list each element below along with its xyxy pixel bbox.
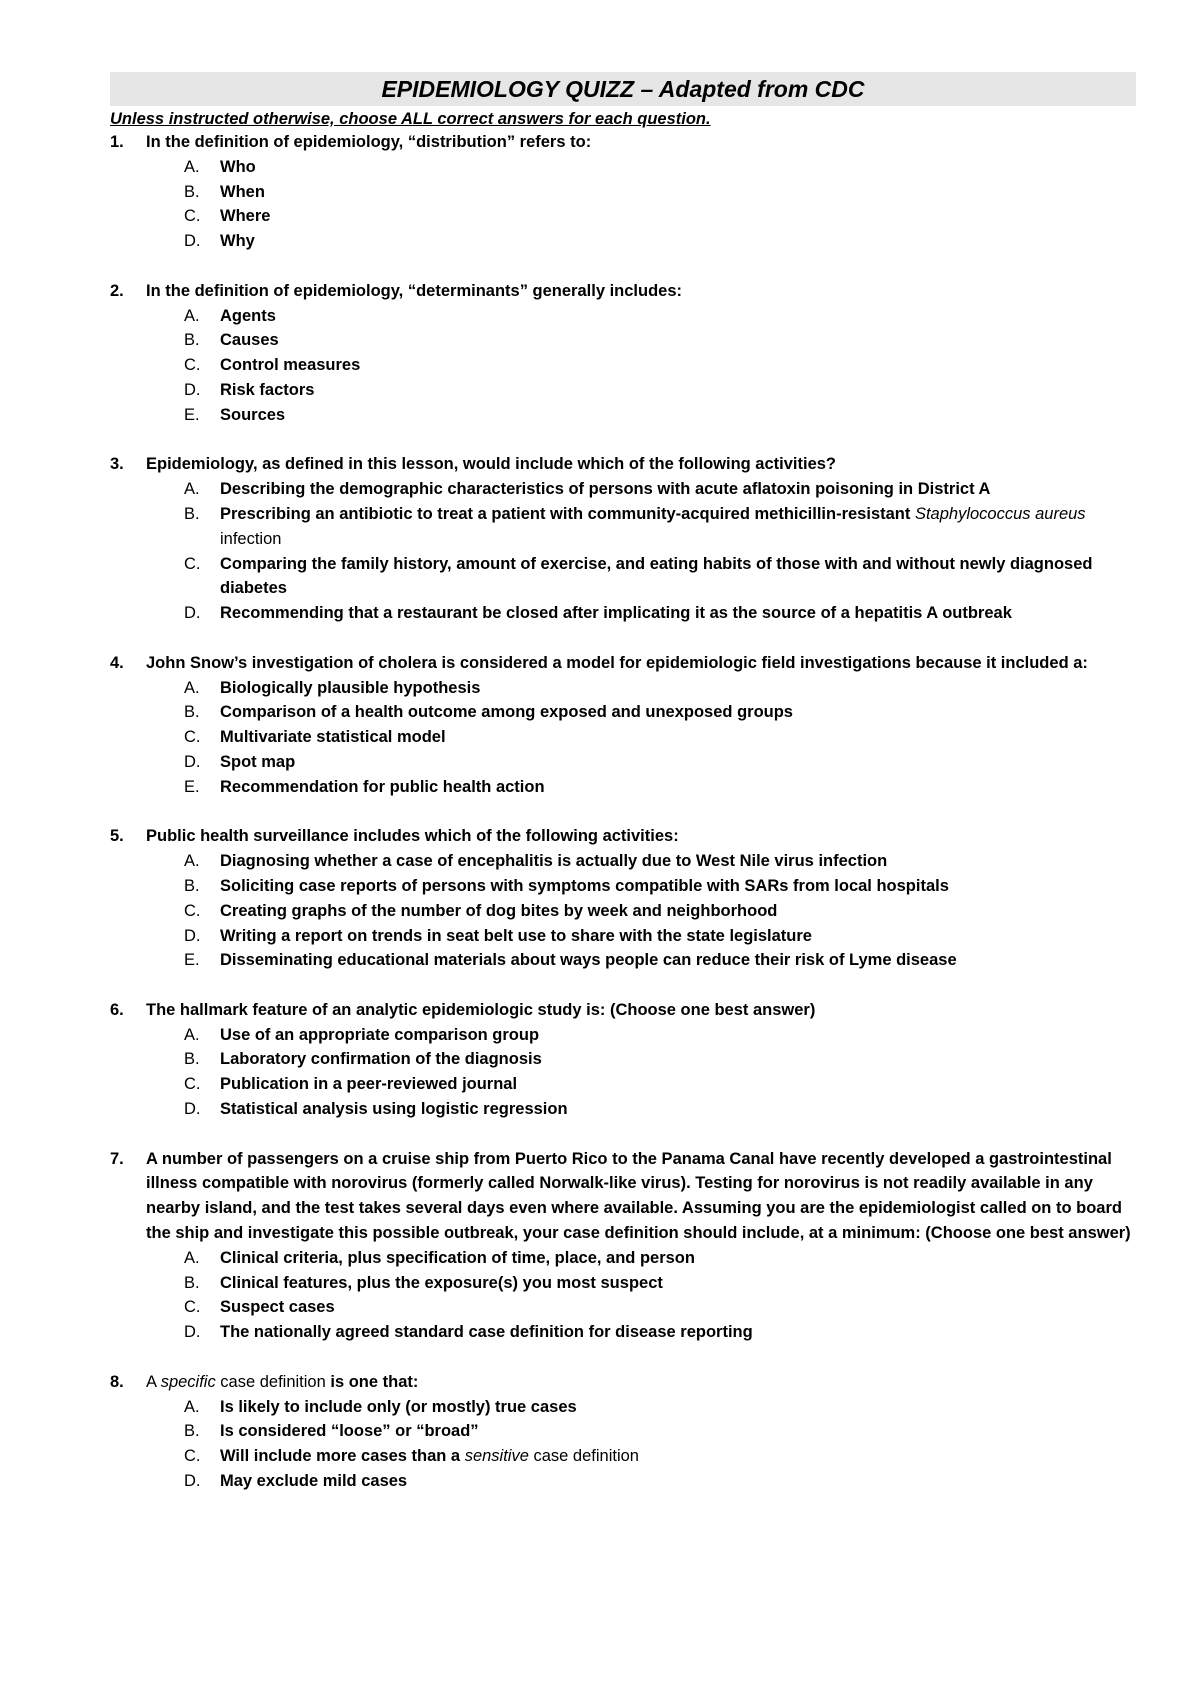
option-letter: A. <box>184 1248 200 1267</box>
option-text: Agents <box>220 306 276 325</box>
question-6 <box>110 998 1136 1023</box>
option-letter: B. <box>184 1422 200 1441</box>
option-text-part: Will include more cases than a <box>220 1447 465 1466</box>
option-letter: C. <box>184 207 201 226</box>
option-7a <box>110 1246 1136 1271</box>
question-8 <box>110 1370 1136 1395</box>
option-letter: C. <box>184 1447 201 1466</box>
question-text-part: A <box>146 1372 161 1391</box>
question-number: 7. <box>110 1149 124 1168</box>
question-text-part: case definition <box>215 1372 326 1391</box>
option-letter: E. <box>184 405 200 424</box>
question-text: In the definition of epidemiology, “determinants” generally includes: <box>146 281 683 300</box>
option-letter: B. <box>184 331 200 350</box>
option-1c <box>110 204 1136 229</box>
option-text: Who <box>220 157 256 176</box>
question-number: 5. <box>110 827 124 846</box>
option-text: Causes <box>220 331 279 350</box>
option-text: Spot map <box>220 752 296 771</box>
spacer <box>110 973 1136 998</box>
option-7c <box>110 1295 1136 1320</box>
option-text: Describing the demographic characteristics of persons with acute aflatoxin poisoning in District A <box>220 480 991 499</box>
spacer <box>110 1122 1136 1147</box>
option-letter: B. <box>184 504 200 523</box>
option-2a <box>110 304 1136 329</box>
quiz-page <box>110 72 1136 1494</box>
option-5e <box>110 948 1136 973</box>
options-list-1 <box>110 155 1136 254</box>
option-letter: C. <box>184 1298 201 1317</box>
option-text: Recommending that a restaurant be closed after implicating it as the source of a hepatitis A outbreak <box>220 604 1012 623</box>
question-text-part: is one that: <box>325 1372 419 1391</box>
question-number: 4. <box>110 653 124 672</box>
spacer <box>110 626 1136 651</box>
option-4c <box>110 725 1136 750</box>
option-text: Multivariate statistical model <box>220 728 446 747</box>
option-text: Sources <box>220 405 286 424</box>
option-text: Biologically plausible hypothesis <box>220 678 481 697</box>
option-text: Publication in a peer-reviewed journal <box>220 1075 518 1094</box>
option-letter: C. <box>184 901 201 920</box>
option-2b <box>110 328 1136 353</box>
option-text-part: Prescribing an antibiotic to treat a patient with community-acquired methicillin-resistant <box>220 504 915 523</box>
option-5b <box>110 874 1136 899</box>
emphasis-term: sensitive <box>464 1447 529 1466</box>
instructions: Unless instructed otherwise, choose ALL correct answers for each question. <box>110 110 711 128</box>
option-letter: B. <box>184 703 200 722</box>
question-2 <box>110 279 1136 304</box>
option-letter: D. <box>184 1100 201 1119</box>
question-7 <box>110 1147 1136 1246</box>
option-text: Creating graphs of the number of dog bites by week and neighborhood <box>220 901 778 920</box>
option-text: Laboratory confirmation of the diagnosis <box>220 1050 542 1069</box>
option-8c <box>110 1444 1136 1469</box>
option-letter: A. <box>184 306 200 325</box>
option-1d <box>110 229 1136 254</box>
options-list-5 <box>110 849 1136 973</box>
page-title: EPIDEMIOLOGY QUIZZ – Adapted from CDC <box>110 72 1136 106</box>
options-list-7 <box>110 1246 1136 1345</box>
question-text: Epidemiology, as defined in this lesson, would include which of the following activities? <box>146 455 837 474</box>
option-text-part: case definition <box>528 1447 639 1466</box>
option-letter: C. <box>184 554 201 573</box>
option-text: Soliciting case reports of persons with symptoms compatible with SARs from local hospitals <box>220 876 949 895</box>
option-8b <box>110 1419 1136 1444</box>
option-3d <box>110 601 1136 626</box>
option-4b <box>110 700 1136 725</box>
option-letter: A. <box>184 678 200 697</box>
option-letter: B. <box>184 1273 200 1292</box>
option-text: Comparing the family history, amount of exercise, and eating habits of those with and without newly diagnosed diabetes <box>220 554 1093 598</box>
option-text: Risk factors <box>220 380 315 399</box>
question-3 <box>110 452 1136 477</box>
option-letter: A. <box>184 1025 200 1044</box>
option-3c <box>110 552 1136 602</box>
option-text <box>220 505 1086 548</box>
options-list-8 <box>110 1395 1136 1494</box>
option-8a <box>110 1395 1136 1420</box>
option-text: May exclude mild cases <box>220 1472 408 1491</box>
option-text: Suspect cases <box>220 1298 335 1317</box>
option-letter: D. <box>184 926 201 945</box>
option-letter: D. <box>184 1323 201 1342</box>
option-letter: D. <box>184 604 201 623</box>
option-4d <box>110 750 1136 775</box>
question-text <box>146 1373 418 1391</box>
options-list-6 <box>110 1023 1136 1122</box>
option-6d <box>110 1097 1136 1122</box>
option-text: Clinical criteria, plus specification of time, place, and person <box>220 1248 695 1267</box>
option-5d <box>110 924 1136 949</box>
question-1 <box>110 130 1136 155</box>
option-letter: B. <box>184 1050 200 1069</box>
question-text: In the definition of epidemiology, “distribution” refers to: <box>146 133 592 151</box>
options-list-4 <box>110 676 1136 800</box>
option-text-part: infection <box>220 529 282 548</box>
question-4 <box>110 651 1136 676</box>
option-6b <box>110 1047 1136 1072</box>
question-number: 2. <box>110 281 124 300</box>
option-5a <box>110 849 1136 874</box>
option-text: Statistical analysis using logistic regression <box>220 1100 568 1119</box>
option-2c <box>110 353 1136 378</box>
question-number: 6. <box>110 1000 124 1019</box>
question-text: Public health surveillance includes which of the following activities: <box>146 827 679 846</box>
spacer <box>110 1345 1136 1370</box>
question-text: John Snow’s investigation of cholera is considered a model for epidemiologic field investigations because it included a: <box>146 653 1088 672</box>
question-5 <box>110 824 1136 849</box>
spacer <box>110 254 1136 279</box>
option-text: Is likely to include only (or mostly) true cases <box>220 1397 577 1416</box>
question-text: The hallmark feature of an analytic epidemiologic study is: (Choose one best answer) <box>146 1000 816 1019</box>
option-4a <box>110 676 1136 701</box>
species-name: Staphylococcus aureus <box>914 504 1086 523</box>
option-text <box>220 1447 639 1465</box>
options-list-2 <box>110 304 1136 428</box>
question-number: 1. <box>110 133 124 151</box>
option-letter: C. <box>184 1075 201 1094</box>
option-letter: A. <box>184 480 200 499</box>
spacer <box>110 428 1136 453</box>
option-letter: C. <box>184 356 201 375</box>
question-text: A number of passengers on a cruise ship from Puerto Rico to the Panama Canal have recently developed a gastrointestinal illness compatible with norovirus (formerly called Norwalk-like virus). Testing for norovirus is not readily available in any nearby island, and the test takes several days even where available. Assuming you are the epidemiologist called on to board the ship and investigate this possible outbreak, your case definition should include, at a minimum: (Choose one best answer) <box>146 1149 1131 1243</box>
option-6c <box>110 1072 1136 1097</box>
option-letter: E. <box>184 777 200 796</box>
option-text: Comparison of a health outcome among exposed and unexposed groups <box>220 703 793 722</box>
option-3a <box>110 477 1136 502</box>
emphasis-term: specific <box>160 1372 216 1391</box>
option-letter: A. <box>184 157 200 176</box>
option-letter: B. <box>184 182 200 201</box>
question-number: 8. <box>110 1372 124 1391</box>
option-text: Control measures <box>220 356 361 375</box>
option-1a <box>110 155 1136 180</box>
option-2d <box>110 378 1136 403</box>
option-3b <box>110 502 1136 552</box>
option-text: Diagnosing whether a case of encephalitis is actually due to West Nile virus infection <box>220 852 888 871</box>
option-4e <box>110 775 1136 800</box>
question-number: 3. <box>110 455 124 474</box>
option-text: The nationally agreed standard case definition for disease reporting <box>220 1323 753 1342</box>
option-1b <box>110 180 1136 205</box>
option-2e <box>110 403 1136 428</box>
option-letter: D. <box>184 380 201 399</box>
option-letter: A. <box>184 1397 200 1416</box>
option-letter: D. <box>184 232 201 251</box>
option-text: Why <box>220 232 255 251</box>
option-text: Is considered “loose” or “broad” <box>220 1422 479 1441</box>
option-letter: C. <box>184 728 201 747</box>
option-text: When <box>220 182 265 201</box>
option-text: Writing a report on trends in seat belt use to share with the state legislature <box>220 926 812 945</box>
option-6a <box>110 1023 1136 1048</box>
spacer <box>110 800 1136 825</box>
option-text: Recommendation for public health action <box>220 777 545 796</box>
option-letter: A. <box>184 852 200 871</box>
option-text: Clinical features, plus the exposure(s) you most suspect <box>220 1273 663 1292</box>
option-7d <box>110 1320 1136 1345</box>
option-text: Disseminating educational materials about ways people can reduce their risk of Lyme disease <box>220 951 957 970</box>
option-7b <box>110 1271 1136 1296</box>
option-letter: E. <box>184 951 200 970</box>
option-5c <box>110 899 1136 924</box>
option-letter: B. <box>184 876 200 895</box>
option-text: Where <box>220 207 271 226</box>
option-8d <box>110 1469 1136 1494</box>
option-letter: D. <box>184 752 201 771</box>
option-text: Use of an appropriate comparison group <box>220 1025 540 1044</box>
options-list-3 <box>110 477 1136 626</box>
option-letter: D. <box>184 1472 201 1491</box>
